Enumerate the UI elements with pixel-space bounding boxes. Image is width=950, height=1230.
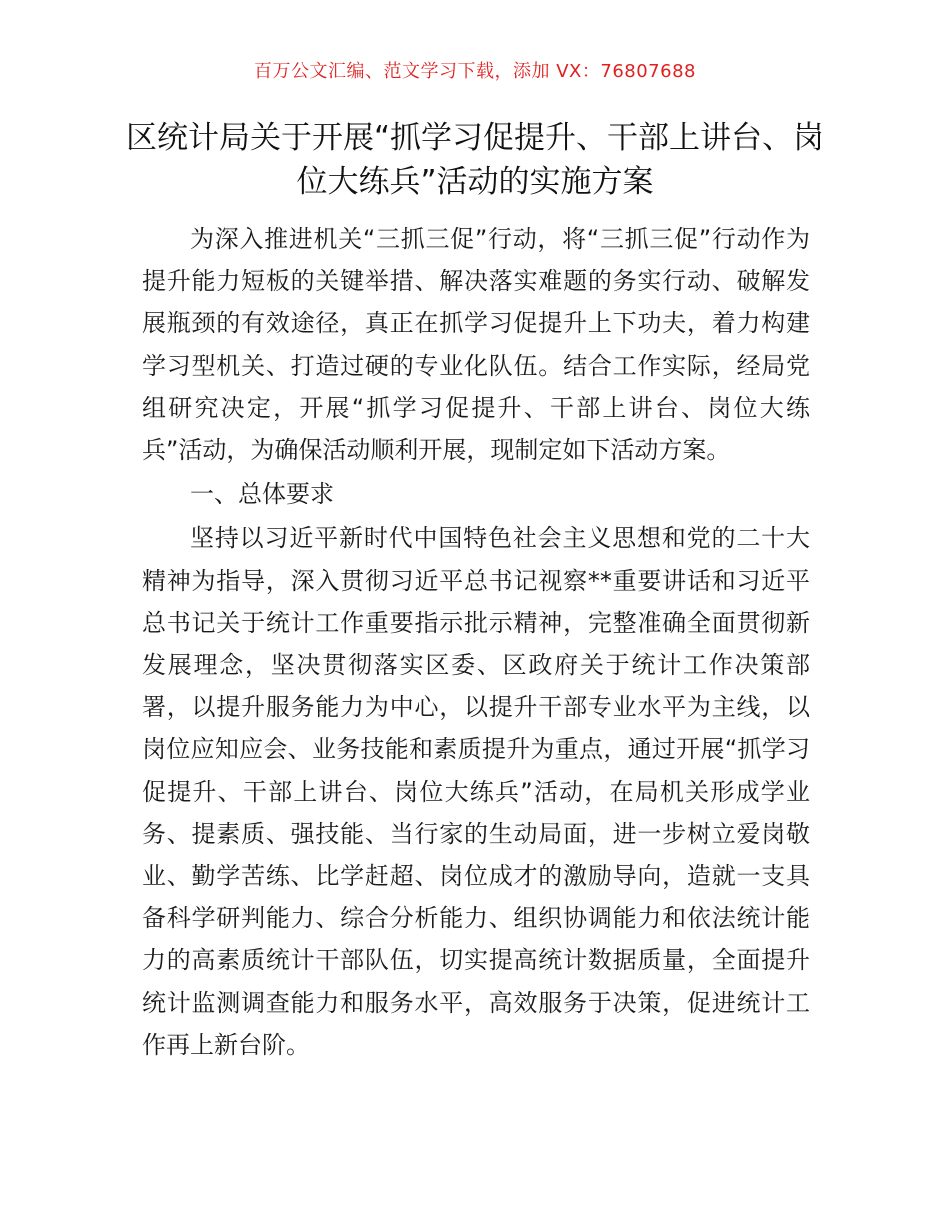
document-title: 区统计局关于开展“抓学习促提升、干部上讲台、岗位大练兵”活动的实施方案: [125, 120, 825, 200]
intro-paragraph: 为深入推进机关“三抓三促”行动，将“三抓三促”行动作为提升能力短板的关键举措、解决落实难题的务实行动、破解发展瓶颈的有效途径，真正在抓学习促提升上下功夫，着力构建学习型机关、打造过硬的专业化队伍。结合工作实际，经局党组研究决定，开展“抓学习促提升、干部上讲台、岗位大练兵”活动，为确保活动顺利开展，现制定如下活动方案。: [142, 225, 810, 465]
section-heading: 一、总体要求: [190, 480, 334, 509]
watermark-banner: 百万公文汇编、范文学习下载，添加 VX：76807688: [254, 61, 696, 82]
section-paragraph: 坚持以习近平新时代中国特色社会主义思想和党的二十大精神为指导，深入贯彻习近平总书记视察**重要讲话和习近平总书记关于统计工作重要指示批示精神，完整准确全面贯彻新发展理念，坚决贯彻落实区委、区政府关于统计工作决策部署，以提升服务能力为中心，以提升干部专业水平为主线，以岗位应知应会、业务技能和素质提升为重点，通过开展“抓学习促提升、干部上讲台、岗位大练兵”活动，在局机关形成学业务、提素质、强技能、当行家的生动局面，进一步树立爱岗敬业、勤学苦练、比学赶超、岗位成才的激励导向，造就一支具备科学研判能力、综合分析能力、组织协调能力和依法统计能力的高素质统计干部队伍，切实提高统计数据质量，全面提升统计监测调查能力和服务水平，高效服务于决策，促进统计工作再上新台阶。: [142, 524, 810, 1059]
document-body: [142, 218, 810, 1066]
